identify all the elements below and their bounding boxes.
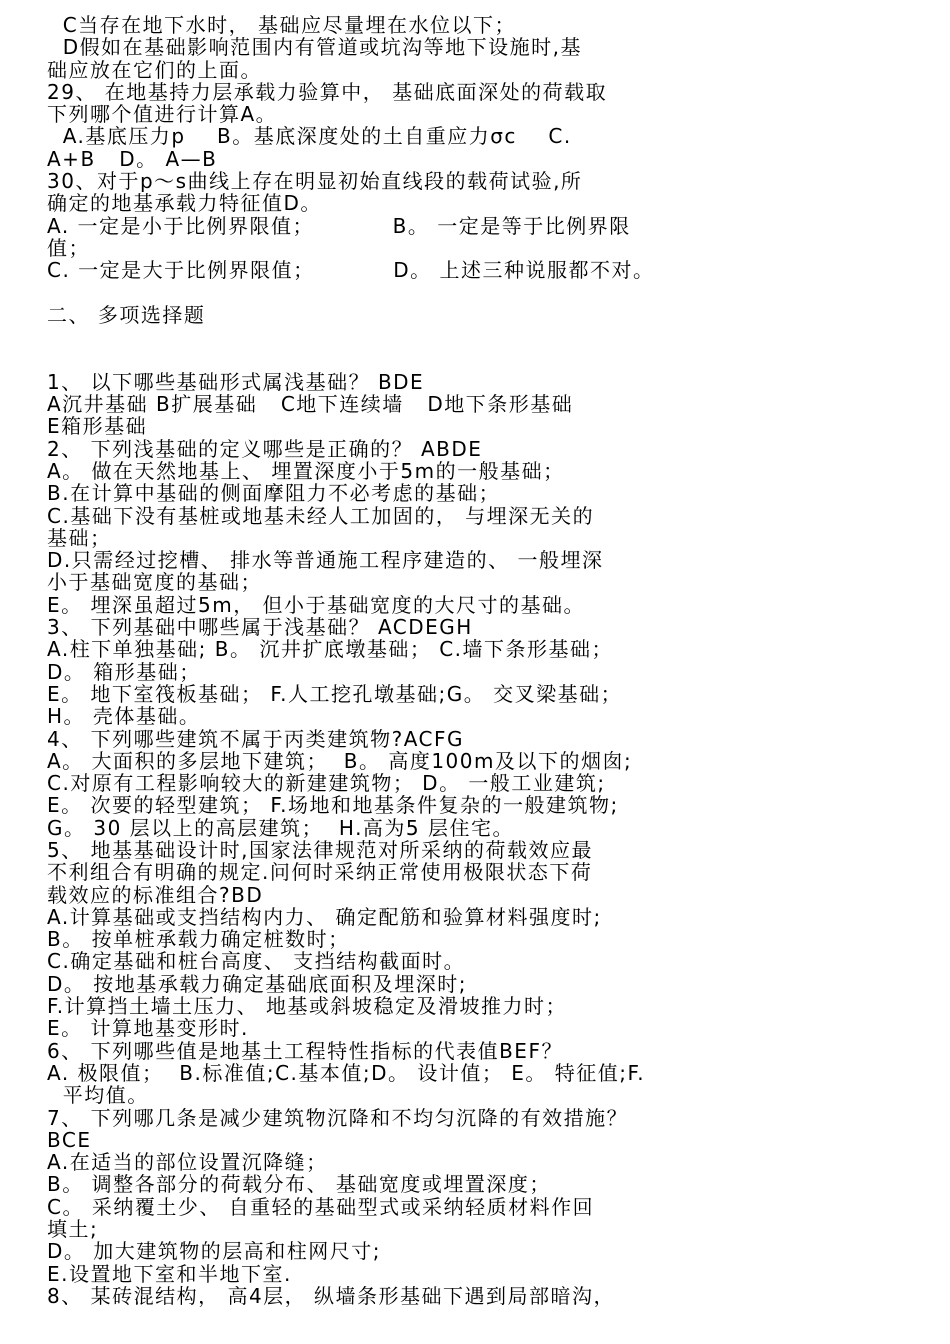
text-line [47, 326, 910, 348]
text-line: E。 埋深虽超过5m， 但小于基础宽度的大尺寸的基础。 [47, 593, 586, 617]
text-line: 2、 下列浅基础的定义哪些是正确的？ ABDE [47, 437, 483, 460]
text-line: G。 30 层以上的高层建筑； H.高为5 层住宅。 [47, 816, 515, 839]
text-line: 29、 在地基持力层承载力验算中， 基础底面深处的荷载取 [47, 80, 608, 104]
text-line: 3、 下列基础中哪些属于浅基础？ ACDEGH [47, 616, 473, 639]
text-line: E。 地下室筏板基础； F.人工挖孔墩基础;G。 交叉梁基础； [47, 682, 623, 706]
text-line: C。 采纳覆土少、 自重轻的基础型式或采纳轻质材料作回 [47, 1195, 595, 1219]
text-line: 础应放在它们的上面。 [47, 58, 262, 81]
text-line: 8、 某砖混结构， 高4层， 纵墙条形基础下遇到局部暗沟， [47, 1284, 616, 1308]
text-line: C.确定基础和桩台高度、 支挡结构截面时。 [47, 950, 466, 973]
text-line: A.柱下单独基础; B。 沉井扩底墩基础； C.墙下条形基础； [47, 638, 614, 661]
text-line: B。 调整各部分的荷载分布、 基础宽度或埋置深度； [47, 1173, 551, 1196]
text-line: A。 做在天然地基上、 埋置深度小于5m的一般基础； [47, 459, 565, 483]
text-line: C.对原有工程影响较大的新建建筑物； D。 一般工业建筑; [47, 772, 606, 795]
text-line: C.基础下没有基桩或地基未经人工加固的， 与埋深无关的 [47, 504, 595, 527]
text-line [47, 348, 910, 370]
text-line [47, 282, 910, 304]
text-line: C. 一定是大于比例界限值； D。 上述三种说服都不对。 [47, 259, 655, 282]
text-line: A+B D。 A—B [47, 147, 218, 171]
text-line: A.在适当的部位设置沉降缝； [47, 1151, 328, 1174]
text-line: A. 极限值； B.标准值;C.基本值;D。 设计值； E。 特征值;F. [47, 1061, 646, 1085]
text-line: 30、对于p～s曲线上存在明显初始直线段的载荷试验,所 [47, 170, 583, 193]
text-line: D.只需经过挖槽、 排水等普通施工程序建造的、 一般埋深 [47, 549, 604, 572]
text-line: C当存在地下水时， 基础应尽量埋在水位以下； [47, 14, 517, 37]
text-line: E。 次要的轻型建筑； F.场地和地基条件复杂的一般建筑物; [47, 794, 619, 817]
text-line: 4、 下列哪些建筑不属于丙类建筑物?ACFG [47, 727, 464, 750]
text-line: B。 按单桩承载力确定桩数时； [47, 928, 350, 951]
text-line: 下列哪个值进行计算A。 [47, 103, 278, 126]
text-line: 平均值。 [47, 1084, 149, 1107]
text-line: 7、 下列哪几条是减少建筑物沉降和不均匀沉降的有效措施？ [47, 1106, 629, 1129]
text-line: 6、 下列哪些值是地基土工程特性指标的代表值BEF？ [47, 1039, 563, 1062]
text-line: A. 一定是小于比例界限值； B。 一定是等于比例界限 [47, 214, 631, 237]
text-line: 载效应的标准组合?BD [47, 883, 264, 906]
text-line: A.计算基础或支挡结构内力、 确定配筋和验算材料强度时; [47, 905, 602, 929]
text-line: H。 壳体基础。 [47, 705, 201, 728]
text-line: 二、 多项选择题 [47, 303, 206, 327]
text-line: BCE [47, 1128, 92, 1152]
text-line: D假如在基础影响范围内有管道或坑沟等地下设施时,基 [47, 36, 582, 59]
text-line: 不利组合有明确的规定.问何时采纳正常使用极限状态下荷 [47, 861, 593, 884]
text-line: A沉井基础 B扩展基础 C地下连续墙 D地下条形基础 [47, 393, 574, 416]
text-line: A.基底压力p B。基底深度处的土自重应力σc C. [47, 125, 572, 148]
text-line: 填土; [47, 1218, 99, 1241]
text-line: 确定的地基承载力特征值D。 [47, 192, 322, 215]
text-line: 值； [47, 236, 90, 260]
text-line: A。 大面积的多层地下建筑； B。 高度100m及以下的烟囱; [47, 749, 633, 773]
text-line: E.设置地下室和半地下室. [47, 1262, 292, 1285]
text-line: 5、 地基基础设计时,国家法律规范对所采纳的荷载效应最 [47, 838, 593, 862]
text-line: 基础； [47, 526, 112, 550]
text-line: F.计算挡土墙土压力、 地基或斜坡稳定及滑坡推力时； [47, 995, 568, 1018]
text-line: 1、 以下哪些基础形式属浅基础？ BDE [47, 370, 425, 394]
text-line: D。 按地基承载力确定基础底面积及埋深时; [47, 972, 467, 996]
text-line: B.在计算中基础的侧面摩阻力不必考虑的基础； [47, 482, 501, 505]
text-line: E箱形基础 [47, 415, 148, 438]
text-line: D。 箱形基础； [47, 660, 201, 683]
text-line: D。 加大建筑物的层高和柱网尺寸; [47, 1240, 381, 1263]
text-line: 小于基础宽度的基础； [47, 571, 262, 594]
text-line: E。 计算地基变形时. [47, 1017, 249, 1040]
